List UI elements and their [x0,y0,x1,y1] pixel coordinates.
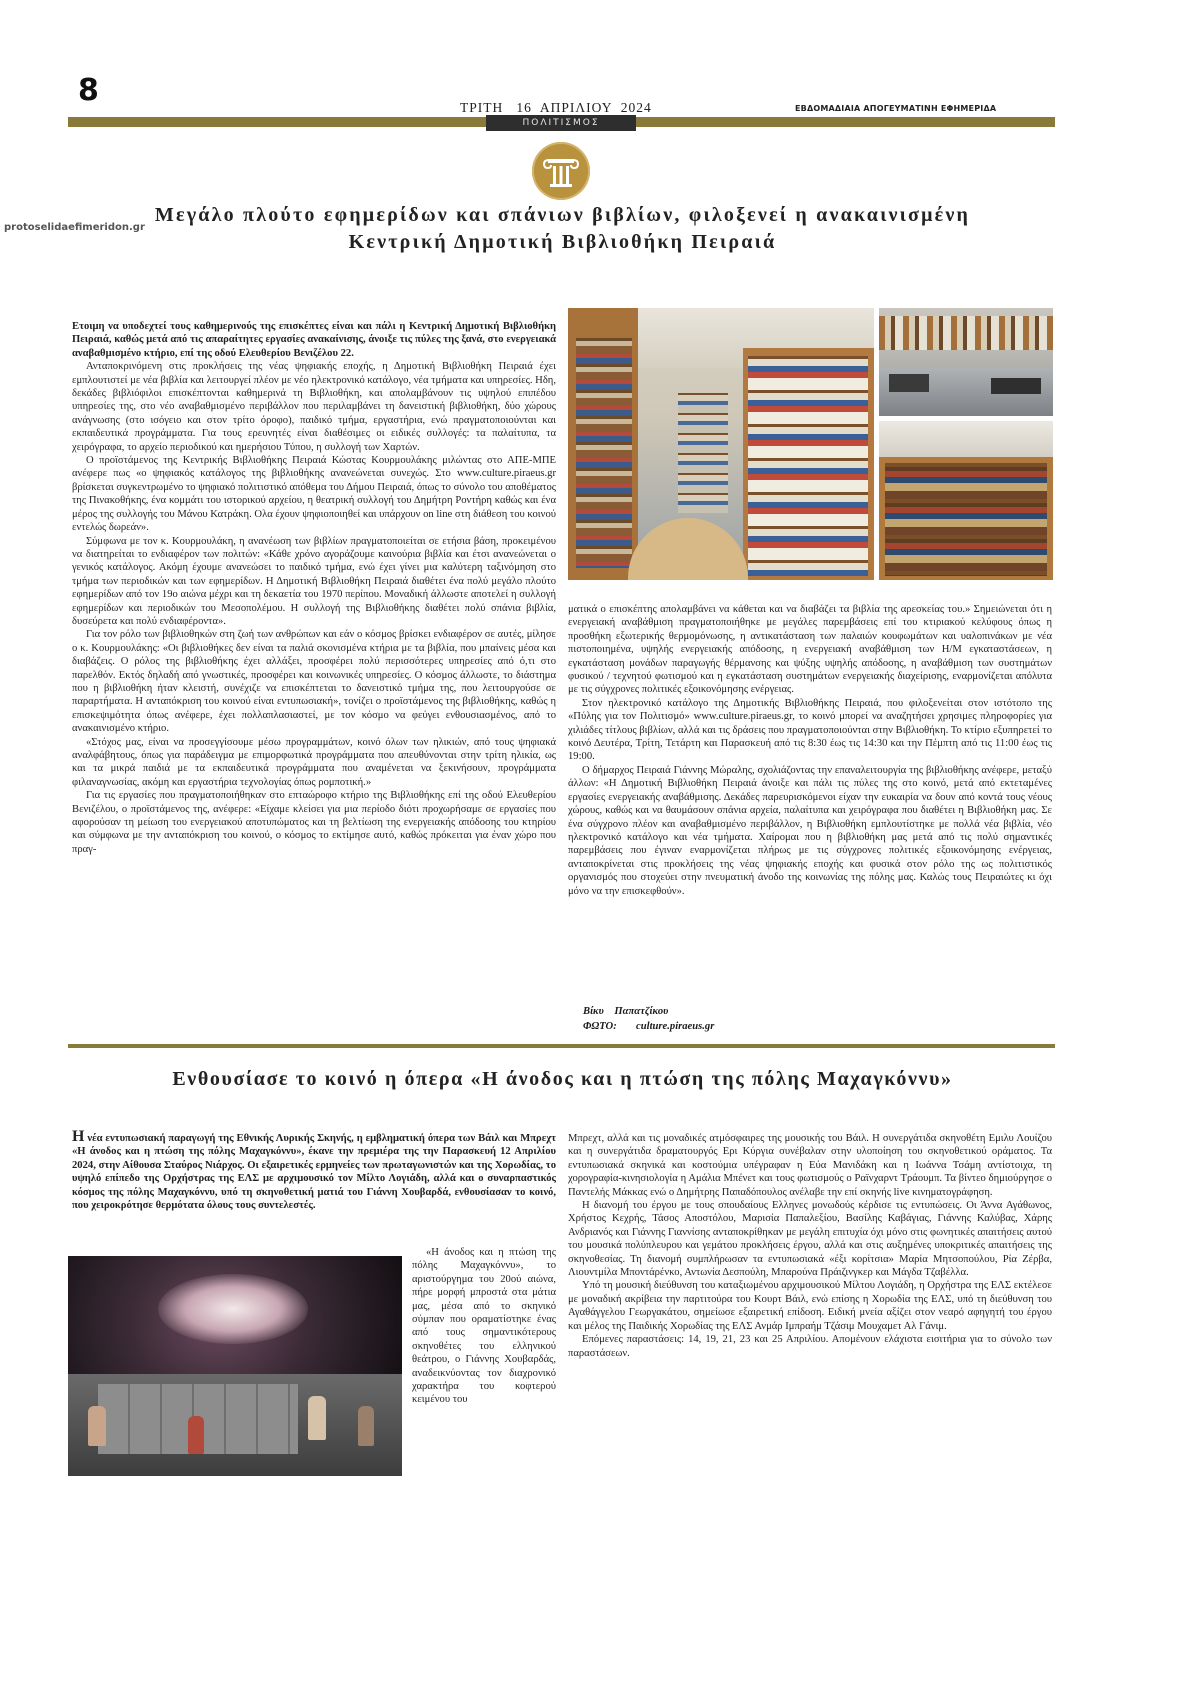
ionic-column-icon [532,142,590,200]
article1-headline-line2: Κεντρική Δημοτική Βιβλιοθήκη Πειραιά [348,231,777,253]
column-icon [532,142,590,200]
article1-paragraph: «Στόχος μας, είναι να προσεγγίσουμε μέσω προγραμμάτων, κοινό όλων των ηλικιών, από τους ψηφιακά αναλφάβητους, όπως για παράδειγμα με επιμορφωτικά προγράμματα που απευθύνονται στην τρίτη ηλικία, ως και τα μικρά παιδιά με τα εκπαιδευτικά προγράμματα που αναμένεται να ξεκινήσουν, προγράμματα φιλαναγνωσίας, ακόμη και εργαστήρια τεχνολογίας όπως ρομποτική.» [72,736,556,788]
bookshelf-closeup-photo [879,421,1053,580]
article1-byline: Βίκυ Παπατζίκου [583,1006,669,1017]
article1-paragraph: Στον ηλεκτρονικό κατάλογο της Δημοτικής Βιβλιοθήκης Πειραιά, που φιλοξενείται στον ιστότοπο της «Πύλης για τον Πολιτισμό» www.culture.piraeus.gr, το κοινό μπορεί να αναζητήσει χρησιμες πληροφορίες για χιλιάδες τίτλους βιβλίων, αλλά και τις δράσεις που πραγματοποιούνται στην Βιβλιοθήκη. Το κτίριο εξυπηρετεί το κοινό Δευτέρα, Τρίτη, Τετάρτη και Παρασκευή από τις 8:30 έως τις 14:30 και την Πέμπτη από τις 11:00 έως τις 19:00. [568,697,1052,763]
article1-paragraph: Ο προϊστάμενος της Κεντρικής Βιβλιοθήκης Πειραιά Κώστας Κουρμουλάκης μιλώντας στο ΑΠΕ-ΜΠΕ ανέφερε πως «ο ψηφιακός κατάλογος της βιβλιοθήκης ανανεώνεται συνεχώς. Στο www.culture.piraeus.gr βρίσκεται συγκεντρωμένο το ψηφιακό πολιτιστικό απόθεμα του Δήμου Πειραιά, όπως το σύνολο του αποθέματος της Πινακοθήκης, ένα κομμάτι του ιστορικού αρχείου, η θεατρική συλλογή του Δημήτρη Ροντήρη καθώς και ένα μέρος της συλλογής του Μάνου Κατράκη. Ολα έχουν ψηφιοποιηθεί και υπάρχουν on line στη διάθεση του κοινού εντελώς δωρεάν». [72,455,556,534]
article1-column1 [72,320,556,1032]
article1-paragraph: ματικά ο επισκέπτης απολαμβάνει να κάθεται και να διαβάζει τα βιβλία της αρεσκείας του.» Σημειώνεται ότι η ενεργειακή αναβάθμιση πραγματοποιήθηκε με μεγάλες παρεμβάσεις επί του κτιριακού κελύφους όπως η προσθήκη εξωτερικής θερμομόνωσης, η αντικατάσταση των παλαιών κουφωμάτων και υαλοπινάκων με νέα πιστοποιημένα, υψηλής ενεργειακής απόδοσης, η ενεργειακή αναβάθμιση των Η/Μ εγκαταστάσεων, η εγκατάσταση μονάδων παραγωγής θέρμανσης και ψύξης υψηλής απόδοσης, η αναβάθμιση των συστημάτων φυσικού / τεχνητού φωτισμού και η εγκατάσταση συστημάτων ενεργειακής διαχείρισης, εναρμονίζεται απόλυτα με τις σύγχρονες πολιτικές εξοικονόμησης ενέργειας. [568,604,1052,696]
article2-headline: Ενθουσίασε το κοινό η όπερα «Η άνοδος και η πτώση της πόλης Μαχαγκόννυ» [172,1068,953,1090]
watermark-url: protoselidaefimeridon.gr [4,222,145,233]
article1-paragraph: Για τις εργασίες που πραγματοποιήθηκαν στο επταώροφο κτήριο της Βιβλιοθήκης επί της οδού Ελευθερίου Βενιζέλου, ο προϊστάμενος της, ανέφερε: «Είχαμε κλείσει για μια περίοδο διότι προχωρήσαμε σε εργασίες που αφορούσαν τη μείωση του ενεργειακού αποτυπώματος και τη βελτίωση της ενεργειακής απόδοσης του κτηρίου και σύμφωνα με την ανταπόκριση του κοινού, ο κόσμος το εκτίμησε αυτό, καθώς πρόκειται για έναν χώρο που πραγ- [72,790,556,855]
article1-headline-line1: Μεγάλο πλούτο εφημερίδων και σπάνιων βιβλίων, φιλοξενεί η ανακαινισμένη [154,204,971,226]
article2-column2 [568,1132,1052,1482]
article2-paragraph: Επόμενες παραστάσεις: 14, 19, 21, 23 και 25 Απριλίου. Απομένουν ελάχιστα εισιτήρια για το σύνολο των παραστάσεων. [568,1334,1052,1359]
article1-paragraph: Ο δήμαρχος Πειραιά Γιάννης Μώραλης, σχολιάζοντας την επαναλειτουργία της βιβλιοθήκης ανέφερε, μεταξύ άλλων: «Η Δημοτική Βιβλιοθήκη Πειραιά άνοιξε και πάλι τις πύλες της στο κοινό, μετά από εκτεταμένες εργασίες ενεργειακής αναβάθμισης. Δεκάδες παρευρισκόμενοι είχαν την ευκαιρία να δουν από κοντά τους νέους χώρους, καθώς και να θαυμάσουν σπάνια αρχεία, παλαίτυπα και χειρόγραφα που διαθέτει η Βιβλιοθήκη μας. Σε ένα σύγχρονο πλέον και αναβαθμισμένο περιβάλλον, η Βιβλιοθήκη εμπλουτίστηκε με πολλά νέα βιβλία, νέο ηλεκτρονικό κατάλογο και νέα τμήματα. Χαίρομαι που η βιβλιοθήκη μας μετά από τις πολύ σημαντικές παρεμβάσεις που έγιναν εναρμονίζεται πλήρως με τις σύγχρονες πολιτικές εξοικονόμησης ενέργειας, ανταποκρίνεται στις προκλήσεις της νέας ψηφιακής εποχής και φυσικά στον ρόλο της ως πολιτιστικός οργανισμός που στοχεύει στην πνευματική άνοδο της κοινωνίας της πόλης μας. Καλώς τους Πειραιώτες κι όχι μόνο να την επισκεφθούν». [568,764,1052,897]
article-divider [68,1044,1055,1048]
article1-paragraph: Ανταποκρινόμενη στις προκλήσεις της νέας ψηφιακής εποχής, η Δημοτική Βιβλιοθήκη Πειραιά έχει εμπλουτιστεί με νέα βιβλία και λειτουργεί πλέον με νέο ηλεκτρονικό κατάλογο, νέα τμήματα και υπηρεσίες. Ηδη, δεκάδες βιβλιόφιλοι επισκέπτονται καθημερινά τη Βιβλιοθήκη, και απολαμβάνουν τις υψηλού επιπέδου υπηρεσίες της, στο νέο αναβαθμισμένο περιβάλλον που περιλαμβάνει τη δανειστική βιβλιοθήκη, δύο χώρους ανάγνωσης (στο ισόγειο και στον τρίτο όροφο), παιδικό τμήμα, εργαστήρια, ενώ πραγματοποιούνται και εκπαιδευτικά προγράμματα. Για τους ερευνητές είναι διαθέσιμες οι ειδικές συλλογές: τα παλαίτυπα, τα χειρόγραφα, το αρχείο περιοδικού και ημερήσιου Τύπου, η συλλογή των Χαρτών. [72,361,556,453]
article2-paragraph: Η διανομή του έργου με τους σπουδαίους Ελληνες μονωδούς κέρδισε τις εντυπώσεις. Οι Άννα Αγάθωνος, Χρήστος Κεχρής, Τάσος Αποστόλου, Μαρισία Παπαλεξίου, Βασίλης Καβάγιας, Γιάννης Καλύβας, Χάρης Ανδριανός και Γιάννης Γιαννίσης ανταποκρίθηκαν με μεγάλη επιτυχία όχι μόνο στις φωνητικές απαιτήσεις αυτού του μουσικά πολύπλευρου και γεμάτου προκλήσεις έργου, αλλά και στις αυξημένες υποκριτικές απαιτήσεις της σκηνοθεσίας. Τη διανομή συμπλήρωσαν τα εντυπωσιακά «έξι κορίτσια» Μαρία Μητσοπούλου, Ρία Ζέρβα, Λιουντμίλα Μποντάρένκο, Αντωνία Δεσπούλη, Μπαρούνα Πράιζινγκερ και Μάγδα Τζαβέλλα. [568,1200,1052,1279]
section-tab [486,115,636,131]
article2-paragraph: Υπό τη μουσική διεύθυνση του καταξιωμένου αρχιμουσικού Μίλτου Λογιάδη, η Ορχήστρα της ΕΛΣ εκτέλεσε με μοναδική ακρίβεια την παρτιτούρα του Κουρτ Βάιλ, ενώ επίσης η Χορωδία της ΕΛΣ, υπό τη διεύθυνση του Αγαθάγγελου Γεωργακάτου, σημείωσε εξαιρετική επίδοση. Ειδική μνεία αξίζει στον νεαρό αφηγητή του έργου και μέλος της Παιδικής Χορωδίας της ΕΛΣ Ανμάρ Ιμπραήμ Τζάσιμ Μουχαμετ Αλ Γάνιμ. [568,1280,1052,1332]
article2-lead: νέα εντυπωσιακή παραγωγή της Εθνικής Λυρικής Σκηνής, η εμβληματική όπερα των Βάιλ και Μπρεχτ «Η άνοδος και η πτώση της πόλης Μαχαγκόννυ», έκανε την πρεμιέρα της την Παρασκευή 12 Απριλίου 2024, στην Αίθουσα Σταύρος Νιάρχος. Οι εξαιρετικές ερμηνείες των πρωταγωνιστών και της Χορωδίας, το υψηλό επίπεδο της Ορχήστρας της ΕΛΣ με αρχιμουσικό τον Μίλτο Λογιάδη, αλλά και ο συναρπαστικός κόσμος της πόλης Μαχαγκόννυ, υπό τη σκηνοθετική ματιά του Γιάννη Χουβαρδά, ενθουσίασαν το κοινό, που χειροκρότησε θερμότατα όλους τους συντελεστές. [72,1133,556,1212]
article1-paragraph: Σύμφωνα με τον κ. Κουρμουλάκη, η ανανέωση των βιβλίων πραγματοποιείται σε ετήσια βάση, προκειμένου να διατηρείται το ενδιαφέρον των πολιτών: «Κάθε χρόνο αγοράζουμε καινούρια βιβλία και έτσι ανανεώνεται ο γενικός κατάλογος. Ακόμη έχουμε ανανεώσει το παιδικό τμήμα, ενώ έχει γίνει μια καλύτερη ταξινόμηση στο τμήμα των περιοδικών και των εφημερίδων. Η Δημοτική Βιβλιοθήκη Πειραιά διαθέτει ένα πολύ μεγάλο πλούτο εφημερίδων από τον 19ο αιώνα μέχρι και τη δεκαετία του 1970 περίπου. Μοναδική άλλωστε αποτελεί η συλλογή εφημερίδων και περιοδικών του Μεσοπολέμου. Η συλλογή της Βιβλιοθήκης διαθέτει πολύ σπάνια βιβλία, δυσεύρετα και πολύ ενδιαφέροντα». [72,535,556,627]
article2-paragraph: Μπρεχτ, αλλά και τις μοναδικές ατμόσφαιρες της μουσικής του Βάιλ. Η συνεργάτιδα σκηνοθέτη Εμιλυ Λουίζου και η συνεργάτιδα δραματουργός Ερι Κύργια συνέβαλαν στην υλοποίηση του σκηνοθετικού οράματος. Τα εντυπωσιακά σκηνικά και κοστούμια υπέγραφαν η Εύα Μανιδάκη και η Ιωάννα Τσάμη αντίστοιχα, τη χορογραφία-κινησιολογία η Αμάλια Μπένετ και τους φωτισμούς ο Ραϊνχαρντ Τράουμπ. Τα βίντεο δημιούργησε ο Παντελής Μάκκας ενώ ο Δημήτρης Παπαδόπουλος ανέλαβε την επί σκηνής live κινηματογράφηση. [568,1133,1052,1198]
section-label: ΠΟΛΙΤΙΣΜΟΣ [522,118,600,128]
masthead-logo: ΕΒΔΟΜΑΔΙΑΙΑ ΑΠΟΓΕΥΜΑΤΙΝΗ ΕΦΗΜΕΡΙΔΑ [795,104,997,113]
photo-credit-label: ΦΩΤΟ: [583,1021,617,1032]
opera-stage-photo [68,1256,402,1476]
article2-lead-block [72,1130,556,1250]
library-aisle-photo [568,308,874,580]
article2-paragraph: «Η άνοδος και η πτώση της πόλης Μαχαγκόννυ», το αριστούργημα του 20ού αιώνα, πήρε μορφή μπροστά στα μάτια μας, μέσα από το σκηνικό σύμπαν που οραματίστηκε ένας από τους σημαντικότερους σκηνοθέτες του ελληνικού θεάτρου, ο Γιάννης Χουβαρδάς, αναδεικνύοντας τον διαχρονικό χαρακτήρα του κοφτερού κειμένου του [412,1247,556,1406]
article1-column2 [568,603,1052,1005]
article1-paragraph: Για τον ρόλο των βιβλιοθηκών στη ζωή των ανθρώπων και εάν ο κόσμος βρίσκει ενδιαφέρον σε αυτές, μίλησε ο κ. Κουρμουλάκης: «Οι βιβλιοθήκες δεν είναι τα παλιά σκονισμένα κτήρια με τα βιβλία, που μπαίνεις μέσα και διαβάζεις. Ο ρόλος της βιβλιοθήκης έχει αλλάξει, προσφέρει πολύ περισσότερες υπηρεσίες από ό,τι στο παρελθόν. Εκτός δηλαδή από γνωστικές, προσφέρει και κοινωνικές υπηρεσίες. Ο κόσμος άλλωστε, το διάστημα που η βιβλιοθήκη ήταν κλειστή, συνέχιζε να επισκέπτεται το δανειστικό τμήμα της, που λειτουργούσε σε παραρτήματα. Η ανταπόκριση του κοινού είναι εντυπωσιακή», τονίζει ο προϊστάμενος της βιβλιοθήκης, καθώς η επισκεψιμότητα όπως ανέφερε, έχει πολλαπλασιαστεί, με τον κόσμο να φεύγει ενθουσιασμένος, από το ανακαινισμένο κτήριο. [72,629,556,735]
issue-date: ΤΡΙΤΗ 16 ΑΠΡΙΛΙΟΥ 2024 [460,100,652,115]
article2-dropcap: Η [72,1130,85,1145]
article1-lead: Ετοιμη να υποδεχτεί τους καθημερινούς της επισκέπτες είναι και πάλι η Κεντρική Δημοτική Βιβλιοθήκη Πειραιά, καθώς μετά από τις απαραίτητες εργασίες ανακαίνισης, άνοιξε τις πύλες της ξανά, στο ενεργειακά αναβαθμισμένο κτήριο, επί της οδού Ελευθερίου Βενιζέλου 22. [72,321,556,359]
article1-headline [70,202,1055,256]
photo-credit-source: culture.piraeus.gr [636,1021,715,1032]
page-number: 8 [78,73,99,108]
photo-credit [583,1021,714,1032]
reading-room-photo [879,308,1053,416]
article2-column1 [412,1246,556,1478]
